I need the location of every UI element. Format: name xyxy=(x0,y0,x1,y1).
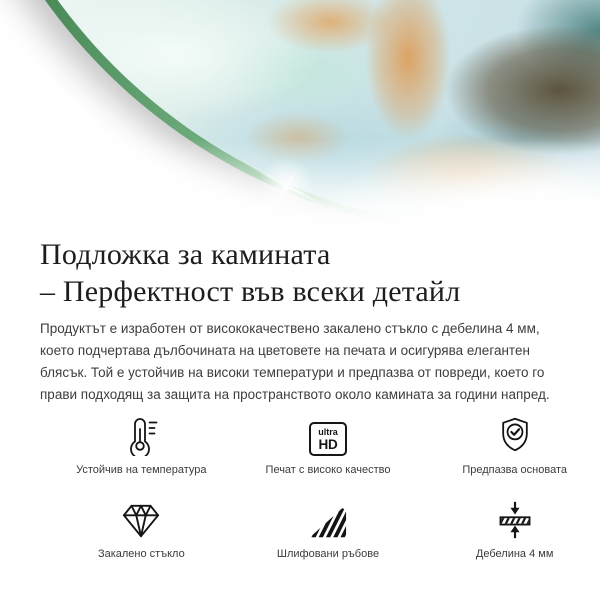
feature-tempered-glass xyxy=(48,500,235,560)
shield-check-icon xyxy=(495,416,535,456)
product-info-section xyxy=(0,236,600,560)
ultra-hd-icon xyxy=(309,416,347,456)
ultra-hd-text-large: HD xyxy=(318,436,338,452)
features-grid xyxy=(48,416,600,560)
thickness-icon xyxy=(495,500,535,540)
product-image xyxy=(0,0,600,232)
title-line-2: – Перфектност във всеки детайл xyxy=(40,275,461,309)
feature-polished-edges xyxy=(235,500,422,560)
feature-label: Дебелина 4 мм xyxy=(475,548,554,561)
feature-label: Печат с високо качество xyxy=(265,464,391,477)
ultra-hd-text-small: ultra xyxy=(318,426,338,437)
feature-thickness xyxy=(421,500,600,560)
page-title xyxy=(40,236,560,310)
polished-edges-icon xyxy=(308,500,348,540)
feature-label: Закалено стъкло xyxy=(97,548,185,561)
feature-protects-base xyxy=(421,416,600,476)
product-description: Продуктът е изработен от висококачествено закалено стъкло с дебелина 4 мм, което подчертава дълбочината на цветовете на печата и осигурява елегантен блясък. Той е устойчив на високи температури и предпазва от повреди, което го прави подходящ за защита на пространството около камината за години напред. xyxy=(40,321,550,403)
feature-label: Шлифовани ръбове xyxy=(276,548,380,561)
feature-label: Предпазва основата xyxy=(462,464,567,477)
feature-print-quality xyxy=(235,416,422,476)
feature-temperature xyxy=(48,416,235,476)
feature-label: Устойчив на температура xyxy=(76,464,207,477)
diamond-icon xyxy=(120,500,162,540)
thermometer-icon xyxy=(122,416,160,456)
title-line-1: Подложка за камината xyxy=(40,238,331,271)
